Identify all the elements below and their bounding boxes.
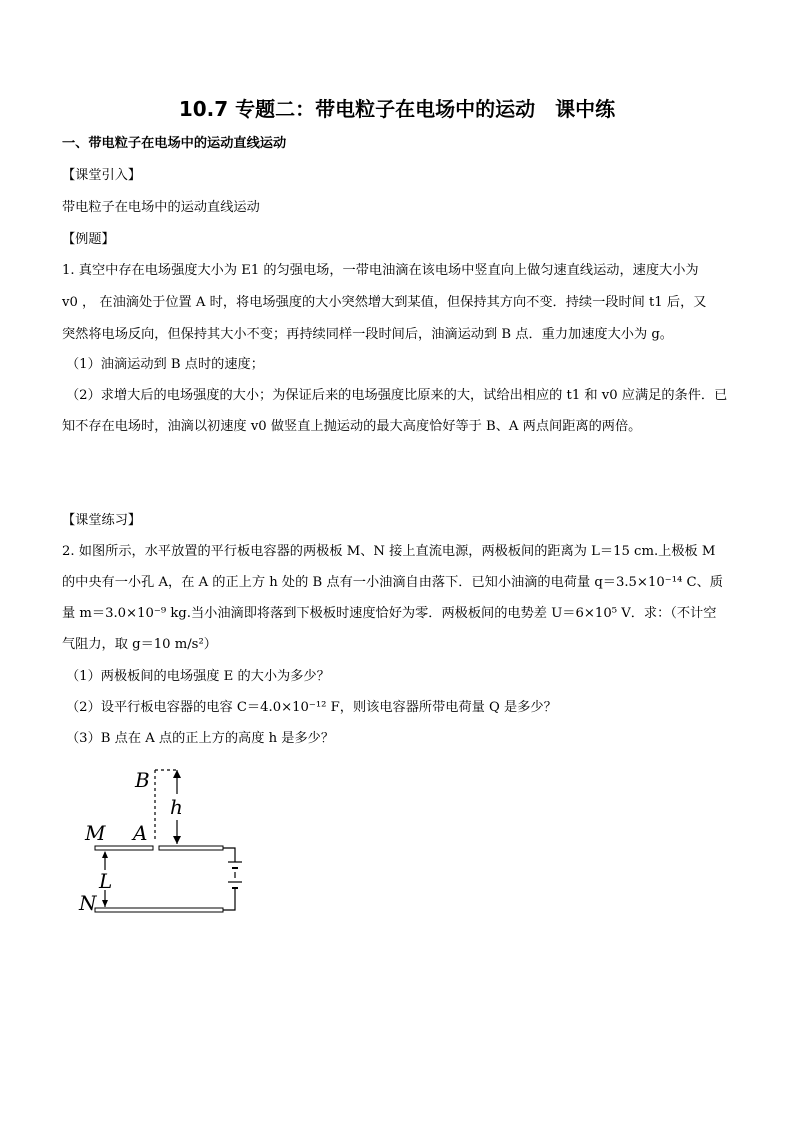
problem1-line: 突然将电场反向，但保持其大小不变；再持续同样一段时间后，油滴运动到 B 点．重力加速度大小为 g。: [62, 327, 673, 342]
problem2-question-2: （2）设平行板电容器的电容 C＝4.0×10⁻¹² F，则该电容器所带电荷量 Q 是多少？: [66, 700, 557, 715]
problem1-question-2: （2）求增大后的电场强度的大小；为保证后来的电场强度比原来的大，试给出相应的 t1 和 v0 应满足的条件．已: [66, 388, 728, 403]
problem2-line: 的中央有一小孔 A，在 A 的正上方 h 处的 B 点有一小油滴自由落下．已知小油滴的电荷量 q＝3.5×10⁻¹⁴ C、质: [62, 575, 723, 590]
wire-top: [223, 848, 235, 862]
capacitor-diagram: [75, 760, 255, 920]
section-heading: 一、带电粒子在电场中的运动直线运动: [62, 136, 287, 151]
label-a: A: [133, 821, 148, 845]
lower-plate: [95, 908, 223, 912]
arrow-up-icon: [173, 770, 181, 778]
problem1-line: v0 ， 在油滴处于位置 A 时，将电场强度的大小突然增大到某值，但保持其方向不变．持续一段时间 t1 后，又: [62, 295, 707, 310]
upper-plate-left: [95, 846, 153, 850]
intro-text: 带电粒子在电场中的运动直线运动: [62, 200, 260, 215]
problem2-question-3: （3）B 点在 A 点的正上方的高度 h 是多少？: [66, 731, 335, 746]
problem1-question-2-cont: 知不存在电场时，油滴以初速度 v0 做竖直上抛运动的最大高度恰好等于 B、A 两点间距离的两倍。: [62, 419, 642, 434]
problem1-line: 1. 真空中存在电场强度大小为 E1 的匀强电场，一带电油滴在该电场中竖直向上做匀速直线运动，速度大小为: [62, 263, 699, 278]
label-b: B: [135, 768, 150, 792]
problem2-question-1: （1）两极板间的电场强度 E 的大小为多少？: [66, 669, 330, 684]
example-label: 【例题】: [62, 232, 115, 247]
arrow-up-icon: [102, 851, 108, 858]
label-h: h: [170, 795, 183, 819]
label-m: M: [85, 821, 106, 845]
practice-label: 【课堂练习】: [62, 513, 142, 528]
page-title: 10.7 专题二：带电粒子在电场中的运动 课中练: [178, 97, 616, 121]
arrow-down-icon: [173, 836, 181, 844]
problem2-line: 2. 如图所示，水平放置的平行板电容器的两极板 M、N 接上直流电源，两极板间的距离为 L＝15 cm.上极板 M: [62, 544, 716, 559]
arrow-down-icon: [102, 900, 108, 907]
wire-bottom: [223, 888, 235, 910]
label-n: N: [79, 891, 97, 915]
problem2-line: 气阻力，取 g＝10 m/s²）: [62, 637, 217, 652]
problem1-question-1: （1）油滴运动到 B 点时的速度；: [66, 357, 264, 372]
problem2-line: 量 m＝3.0×10⁻⁹ kg.当小油滴即将落到下极板时速度恰好为零．两极板间的电势差 U＝6×10⁵ V．求：（不计空: [62, 606, 717, 621]
label-l: L: [99, 869, 113, 893]
upper-plate-right: [159, 846, 223, 850]
intro-label: 【课堂引入】: [62, 168, 142, 183]
